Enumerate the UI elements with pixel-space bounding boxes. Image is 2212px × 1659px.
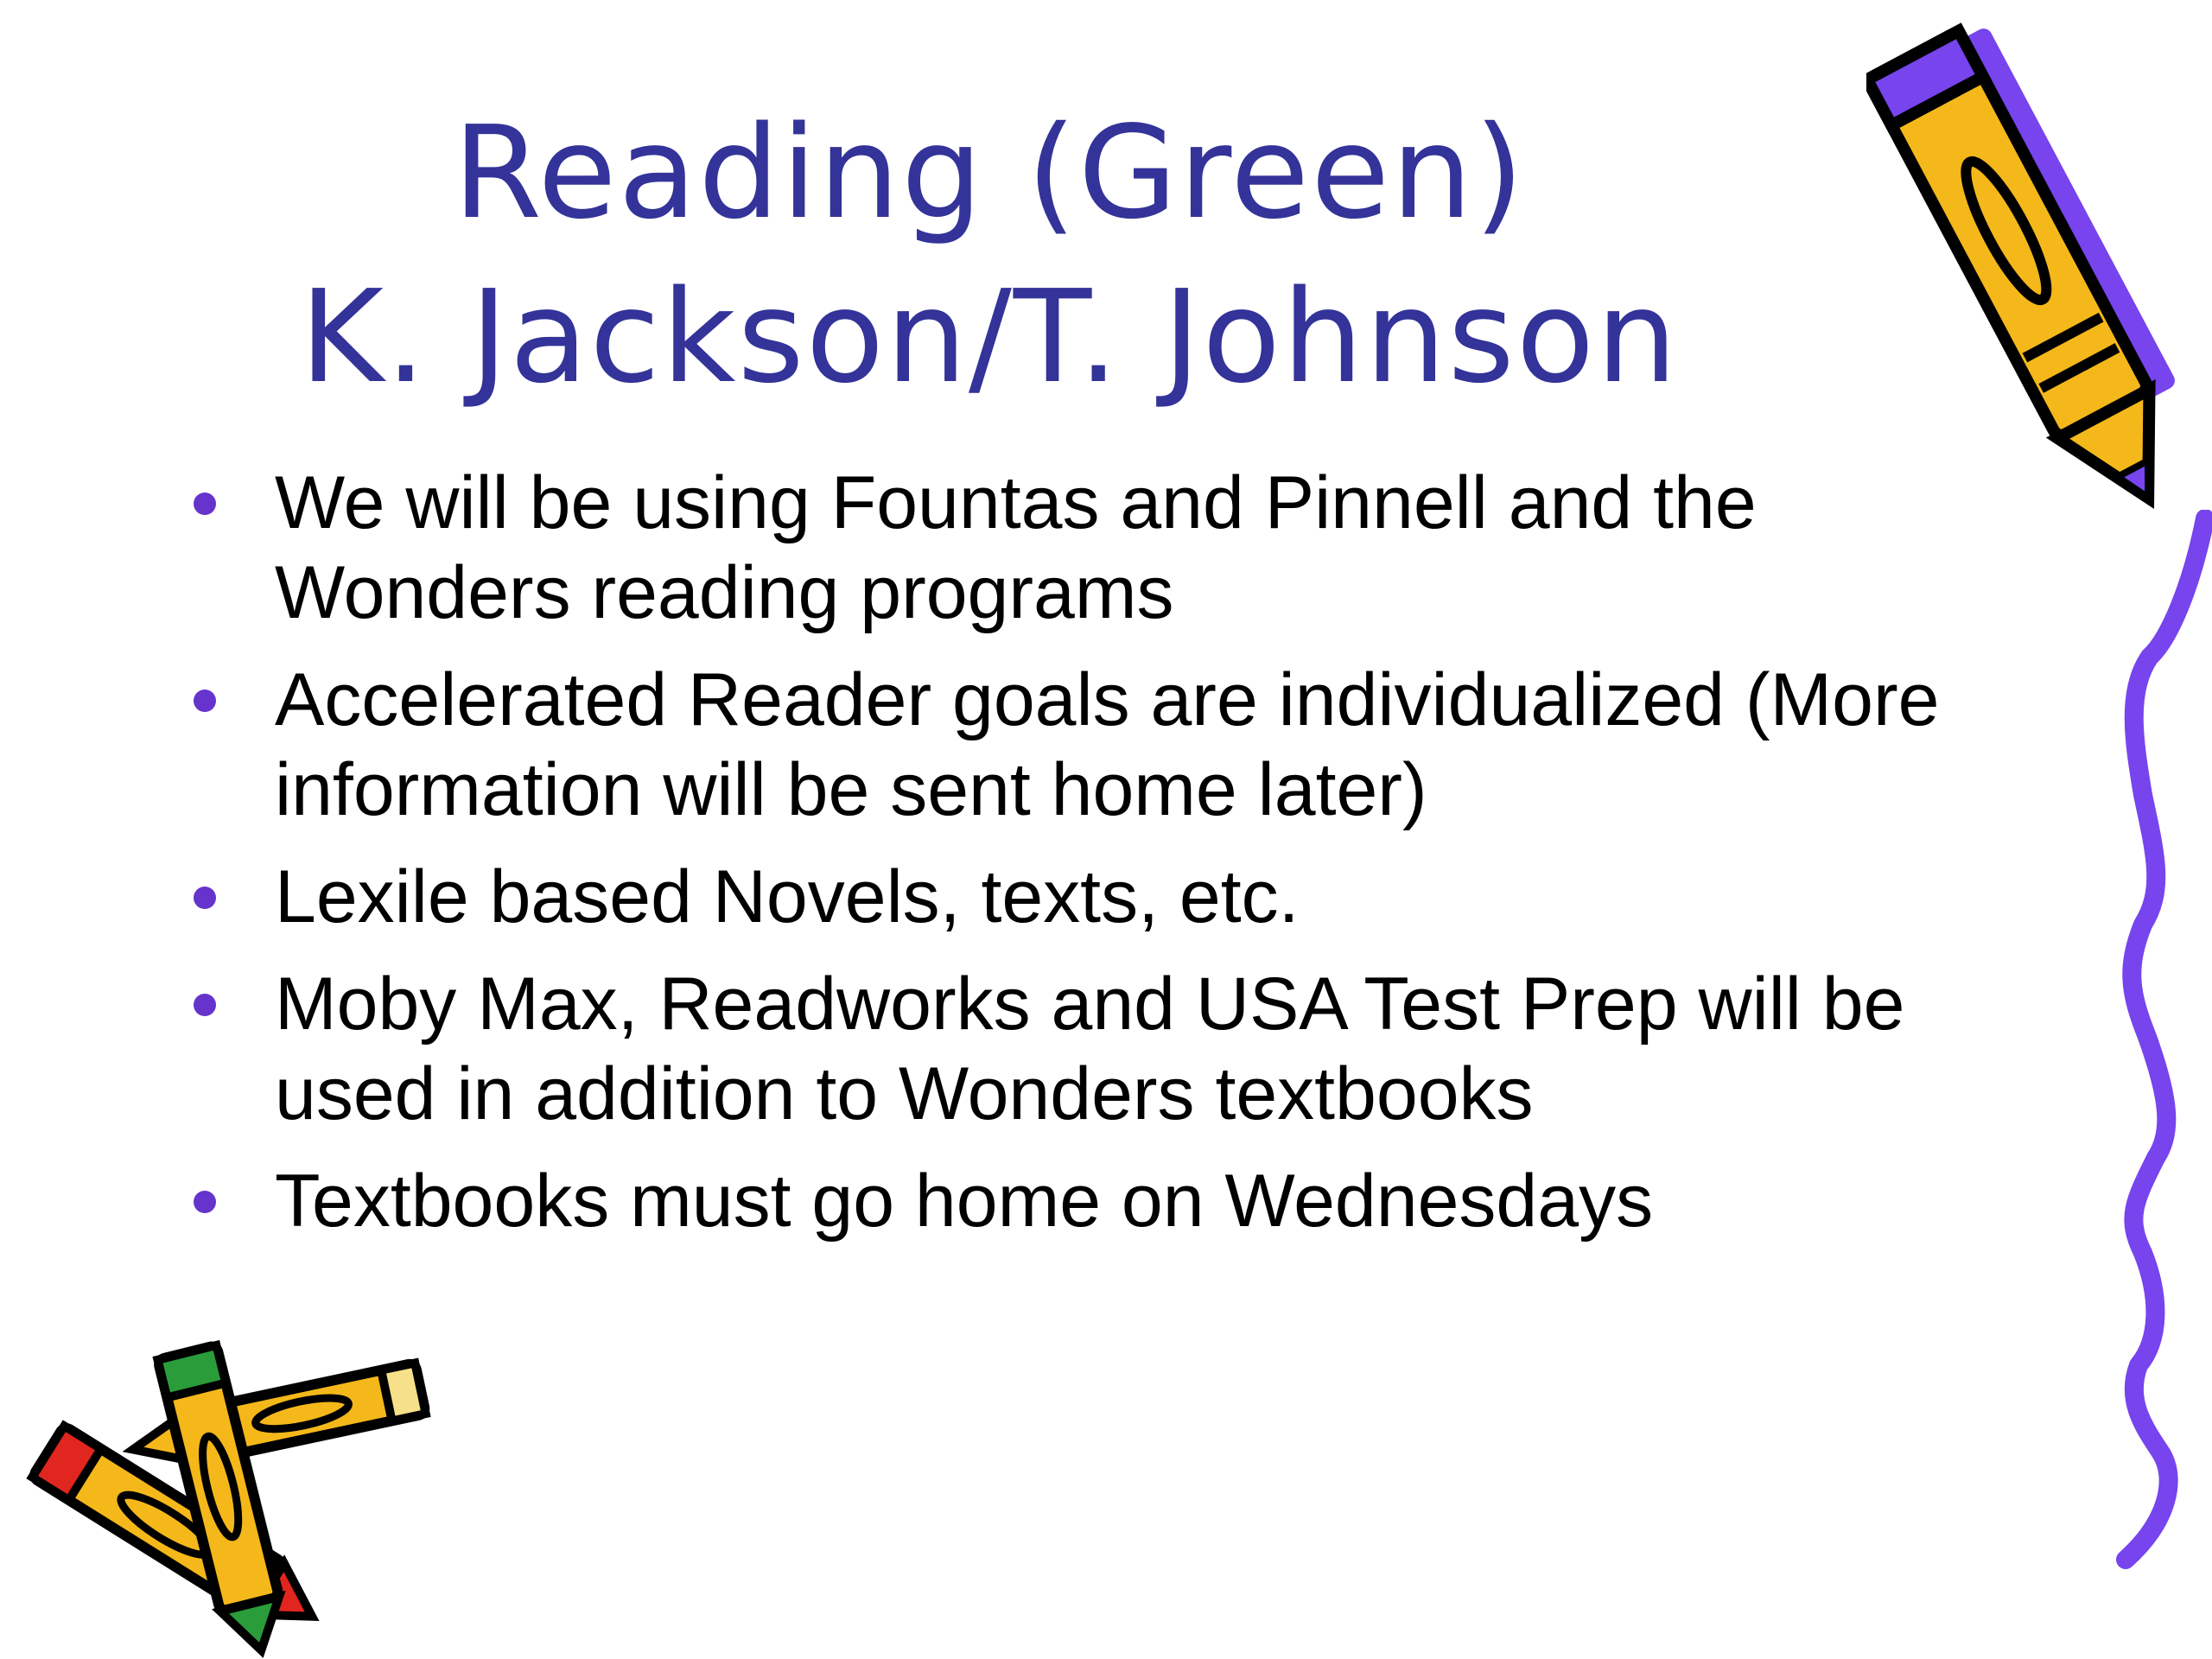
bullet-text: Lexile based Novels, texts, etc. <box>275 855 1300 938</box>
bullet-marker <box>194 887 216 909</box>
bullet-marker <box>194 690 216 712</box>
bullet-text: Textbooks must go home on Wednesdays <box>275 1160 1654 1243</box>
bullet-list <box>181 458 1996 1263</box>
title-line-2: K. Jackson/T. Johnson <box>299 263 1680 411</box>
bullet-item <box>181 1156 1996 1246</box>
bullet-marker <box>194 994 216 1016</box>
bullet-marker <box>194 1191 216 1213</box>
bullet-text: Moby Max, Readworks and USA Test Prep will be used in addition to Wonders textbooks <box>275 963 1905 1135</box>
squiggle-line <box>2108 510 2212 1573</box>
bullet-item <box>181 959 1996 1139</box>
crossed-pencils-icon <box>0 1331 449 1659</box>
bullet-item <box>181 852 1996 942</box>
bullet-item <box>181 655 1996 835</box>
bullet-item <box>181 458 1996 638</box>
title-line-1: Reading (Green) <box>453 99 1526 247</box>
pencil-icon <box>1866 0 2195 536</box>
bullet-text: We will be using Fountas and Pinnell and the Wonders reading programs <box>275 461 1757 634</box>
slide-title <box>0 91 1979 419</box>
bullet-text: Accelerated Reader goals are individualized (More information will be sent home later) <box>275 658 1940 831</box>
bullet-marker <box>194 493 216 515</box>
